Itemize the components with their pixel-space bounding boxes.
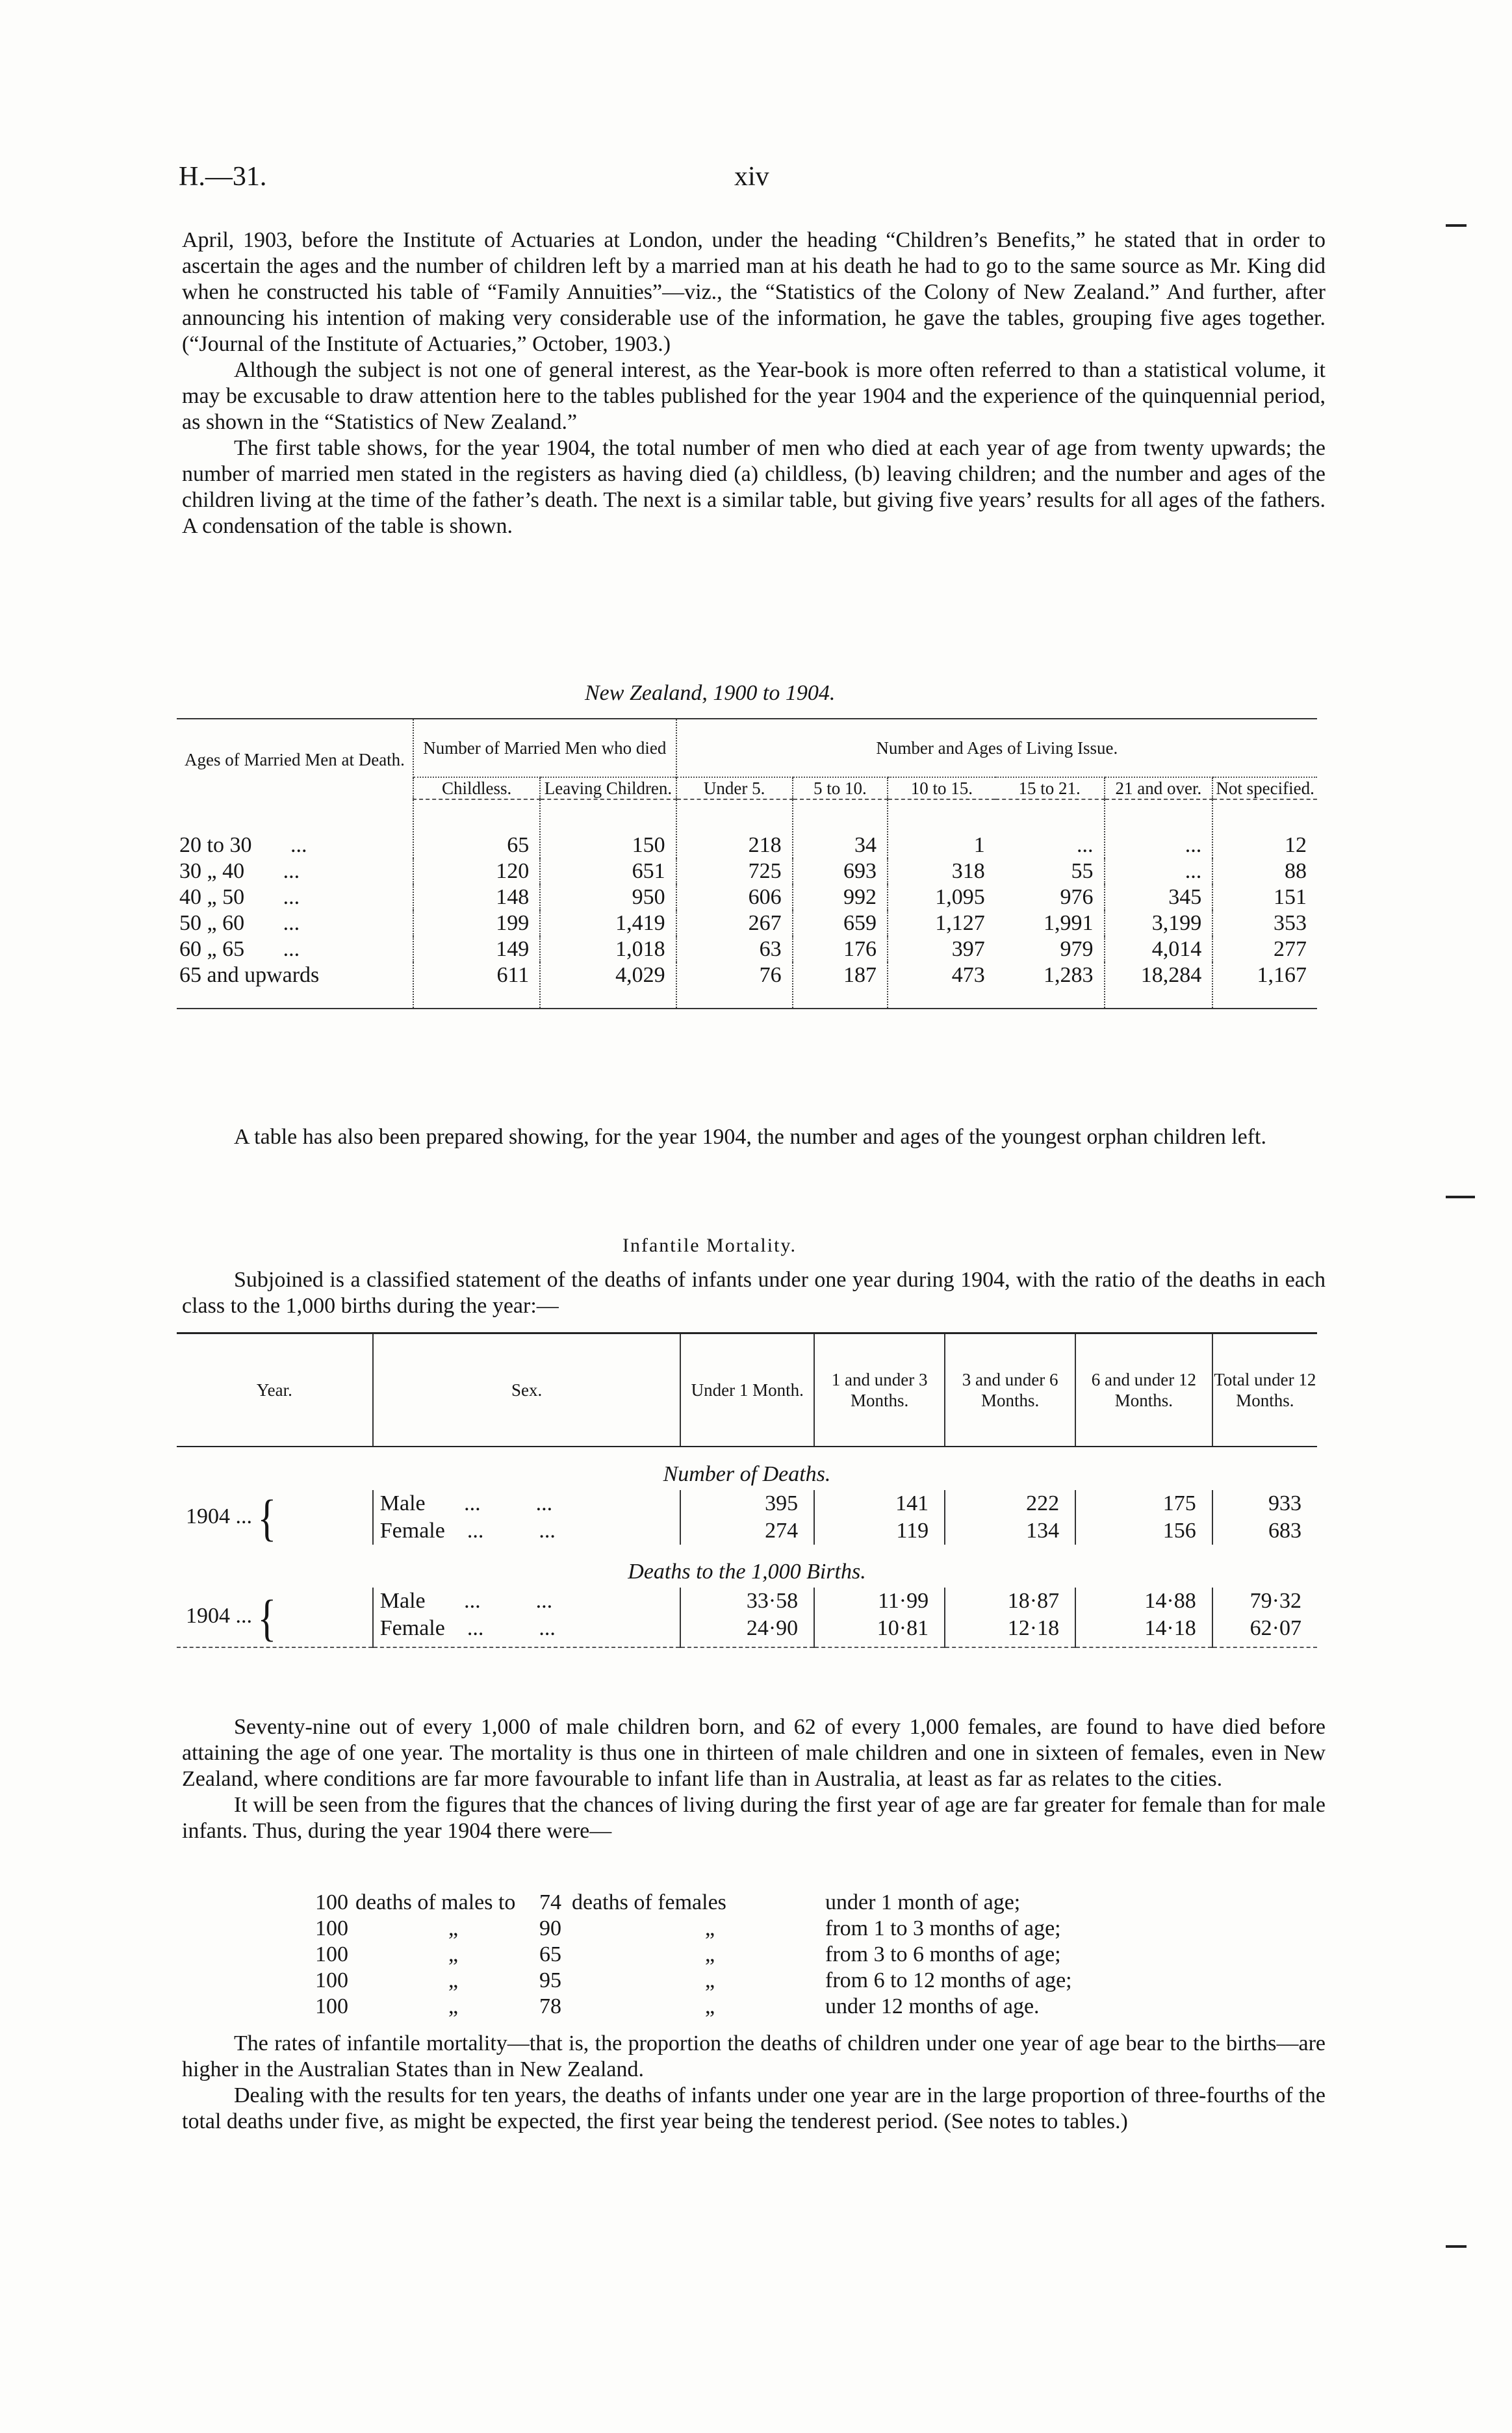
value-cell: 1,419 — [540, 910, 676, 936]
col-header: Sex. — [373, 1333, 681, 1447]
period-text: from 6 to 12 months of age; — [825, 1968, 1072, 1992]
value-cell: 62·07 — [1212, 1615, 1317, 1647]
table-row — [177, 910, 1317, 936]
value-cell: 992 — [793, 884, 888, 910]
value-cell: 141 — [814, 1490, 945, 1517]
ditto-mark: „ — [448, 1994, 459, 2018]
group-married-header: Number of Married Men who died — [413, 719, 676, 777]
age-cell: 20 to 30 ... — [179, 832, 307, 857]
value-cell: 12 — [1212, 799, 1317, 858]
males-value: 100 — [315, 1890, 348, 1914]
value-cell: 34 — [793, 799, 888, 858]
value-cell: 156 — [1075, 1517, 1212, 1545]
value-cell: 277 — [1212, 936, 1317, 962]
paragraph: The rates of infantile mortality—that is, the proportion the deaths of children under one year of age bear to the births—are higher in the Australian States than in New Zealand. — [182, 2031, 1326, 2081]
age-cell: 30 „ 40 ... — [179, 859, 300, 883]
value-cell: 218 — [676, 799, 793, 858]
col-header: 5 to 10. — [793, 777, 888, 799]
section-caption: Number of Deaths. — [663, 1462, 831, 1486]
paragraph: Dealing with the results for ten years, the deaths of infants under one year are in the large proportion of three-fourths of the total deaths under five, as might be expected, the first year being the tenderest period. (See notes to tables.) — [182, 2083, 1326, 2133]
married-men-issue-table — [177, 718, 1317, 1009]
value-cell: 979 — [1060, 937, 1094, 961]
section-caption: Deaths to the 1,000 Births. — [628, 1560, 866, 1584]
females-value: 95 — [539, 1968, 561, 1992]
value-cell: ... — [1105, 858, 1213, 884]
females-value: 74 — [539, 1890, 561, 1914]
value-cell: 651 — [540, 858, 676, 884]
value-cell: 606 — [676, 884, 793, 910]
document-code: H.—31. — [179, 162, 267, 192]
value-cell: 18·87 — [945, 1588, 1075, 1615]
value-cell: 10·81 — [814, 1615, 945, 1647]
intro-text — [182, 227, 1326, 539]
value-cell: 14·18 — [1075, 1615, 1212, 1647]
value-cell: 63 — [676, 936, 793, 962]
value-cell: 134 — [945, 1517, 1075, 1545]
period-text: under 1 month of age; — [825, 1890, 1021, 1914]
value-cell: 976 — [1060, 885, 1094, 909]
margin-mark — [1446, 2245, 1467, 2248]
page-number: xiv — [734, 162, 769, 192]
section-caption-row — [177, 1545, 1317, 1588]
sex-cell: Male ... ... — [373, 1588, 681, 1615]
table-row — [177, 1490, 1317, 1517]
value-cell: 267 — [676, 910, 793, 936]
col-header: 15 to 21. — [995, 777, 1105, 799]
value-cell: 11·99 — [814, 1588, 945, 1615]
age-cell: 50 „ 60 ... — [179, 911, 300, 935]
value-cell: 76 — [676, 962, 793, 1009]
closing-text — [182, 2031, 1326, 2135]
col-header: Under 1 Month. — [680, 1333, 814, 1447]
ditto-mark: „ — [705, 1942, 715, 1966]
value-cell: 176 — [793, 936, 888, 962]
females-value: 65 — [539, 1942, 561, 1966]
paragraph: Although the subject is not one of general interest, as the Year-book is more often referred to than a statistical volume, it may be excusable to draw attention here to the tables published for the year 1904 and the experience of the quinquennial period, as shown in the “Statistics of New Zealand.” — [182, 358, 1326, 434]
value-cell: 88 — [1212, 858, 1317, 884]
infantile-intro — [182, 1267, 1326, 1319]
value-cell: 14·88 — [1075, 1588, 1212, 1615]
paragraph: Seventy-nine out of every 1,000 of male children born, and 62 of every 1,000 females, are found to have died before attaining the age of one year. The mortality is thus one in thirteen of male children and one in sixteen of females, even in New Zealand, where conditions are far more favourable to infant life than in Australia, at least as far as relates to the cities. — [182, 1715, 1326, 1791]
value-cell: 148 — [413, 884, 540, 910]
value-cell: 149 — [413, 936, 540, 962]
value-cell: 4,014 — [1105, 936, 1213, 962]
col-header: 10 to 15. — [888, 777, 995, 799]
age-cell: 65 and upwards — [177, 962, 413, 1009]
year-cell: 1904 ... { — [186, 1490, 277, 1546]
col-header: 6 and under 12 Months. — [1075, 1333, 1212, 1447]
paragraph: A table has also been prepared showing, for the year 1904, the number and ages of the youngest orphan children left. — [234, 1125, 1267, 1149]
ditto-mark: „ — [705, 1916, 715, 1940]
value-cell: ... — [1077, 833, 1094, 857]
value-cell: 222 — [945, 1490, 1075, 1517]
table-caption: New Zealand, 1900 to 1904. — [585, 681, 836, 705]
value-cell: 1,991 — [1044, 911, 1094, 935]
col-header: 21 and over. — [1105, 777, 1213, 799]
ditto-mark: „ — [448, 1942, 459, 1966]
value-cell: 18,284 — [1105, 962, 1213, 1009]
females-value: 78 — [539, 1994, 561, 2018]
ratio-text: deaths of females — [572, 1890, 726, 1914]
males-value: 100 — [315, 1942, 348, 1966]
col-header: Total under 12 Months. — [1212, 1333, 1317, 1447]
value-cell: 473 — [888, 962, 995, 1009]
sex-cell: Female ... ... — [373, 1615, 681, 1647]
value-cell: 345 — [1105, 884, 1213, 910]
value-cell: 659 — [793, 910, 888, 936]
sex-cell: Female ... ... — [373, 1517, 681, 1545]
col-header: Childless. — [413, 777, 540, 799]
males-value: 100 — [315, 1968, 348, 1992]
value-cell: 12·18 — [945, 1615, 1075, 1647]
value-cell: 150 — [540, 799, 676, 858]
value-cell: 933 — [1212, 1490, 1317, 1517]
value-cell: 1,283 — [995, 962, 1105, 1009]
paragraph: April, 1903, before the Institute of Actuaries at London, under the heading “Children’s Benefits,” he stated that in order to ascertain the ages and the number of children left by a married man at his death he had to go to the same source as Mr. King did when he constructed his table of “Family Annuities”—viz., the “Statistics of the Colony of New Zealand.” And further, after announcing his intention of making very considerable use of the information, he gave the tables, grouping five ages together. (“Journal of the Institute of Actuaries,” October, 1903.) — [182, 228, 1326, 356]
value-cell: 395 — [680, 1490, 814, 1517]
value-cell: 397 — [888, 936, 995, 962]
group-issue-header: Number and Ages of Living Issue. — [676, 719, 1317, 777]
col-header: Under 5. — [676, 777, 793, 799]
orphan-note — [182, 1124, 1326, 1150]
ditto-mark: „ — [448, 1968, 459, 1992]
females-value: 90 — [539, 1916, 561, 1940]
paragraph: It will be seen from the figures that the chances of living during the first year of age are far greater for female than for male infants. Thus, during the year 1904 there were— — [182, 1793, 1326, 1843]
sex-cell: Male ... ... — [373, 1490, 681, 1517]
paragraph: The first table shows, for the year 1904, the total number of men who died at each year of age from twenty upwards; the number of married men stated in the registers as having died (a) childless, (b) leaving children; and the number and ages of the children living at the time of the father’s death. The next is a similar table, but giving five years’ results for all ages of the fathers. A condensation of the table is shown. — [182, 436, 1326, 538]
col-header: 1 and under 3 Months. — [814, 1333, 945, 1447]
age-cell: 60 „ 65 ... — [179, 937, 300, 961]
table-row — [177, 936, 1317, 962]
col-header: 3 and under 6 Months. — [945, 1333, 1075, 1447]
value-cell: ... — [1105, 799, 1213, 858]
value-cell: 4,029 — [540, 962, 676, 1009]
value-cell: 1,167 — [1212, 962, 1317, 1009]
value-cell: 611 — [413, 962, 540, 1009]
period-text: from 3 to 6 months of age; — [825, 1942, 1061, 1966]
col-header: Year. — [177, 1333, 373, 1447]
value-cell: 274 — [680, 1517, 814, 1545]
margin-mark — [1446, 224, 1467, 227]
value-cell: 24·90 — [680, 1615, 814, 1647]
year-cell: 1904 ... { — [177, 1588, 373, 1647]
value-cell: 1,018 — [540, 936, 676, 962]
col-header: Leaving Children. — [540, 777, 676, 799]
value-cell: 725 — [676, 858, 793, 884]
value-cell: 353 — [1212, 910, 1317, 936]
ditto-mark: „ — [705, 1968, 715, 1992]
section-caption-row — [177, 1447, 1317, 1490]
value-cell: 3,199 — [1105, 910, 1213, 936]
ratio-text: deaths of males to — [355, 1890, 516, 1914]
value-cell: 120 — [413, 858, 540, 884]
value-cell: 175 — [1075, 1490, 1212, 1517]
value-cell: 1,127 — [888, 910, 995, 936]
table-row — [177, 962, 1317, 1009]
value-cell: 79·32 — [1212, 1588, 1317, 1615]
value-cell: 1,095 — [888, 884, 995, 910]
value-cell: 693 — [793, 858, 888, 884]
conclusion-text — [182, 1714, 1326, 1844]
col-age-header: Ages of Married Men at Death. — [177, 719, 413, 799]
value-cell: 950 — [540, 884, 676, 910]
value-cell: 187 — [793, 962, 888, 1009]
value-cell: 151 — [1212, 884, 1317, 910]
value-cell: 683 — [1212, 1517, 1317, 1545]
table-row — [177, 858, 1317, 884]
period-text: under 12 months of age. — [825, 1994, 1040, 2018]
value-cell: 199 — [413, 910, 540, 936]
infant-deaths-table — [177, 1332, 1317, 1648]
males-value: 100 — [315, 1916, 348, 1940]
col-header: Not specified. — [1212, 777, 1317, 799]
age-cell: 40 „ 50 ... — [179, 885, 300, 909]
table-row — [177, 884, 1317, 910]
value-cell: 33·58 — [680, 1588, 814, 1615]
value-cell: 65 — [413, 799, 540, 858]
paragraph: Subjoined is a classified statement of the deaths of infants under one year during 1904, with the ratio of the deaths in each class to the 1,000 births during the year:— — [182, 1268, 1326, 1318]
value-cell: 119 — [814, 1517, 945, 1545]
table-row — [177, 1588, 1317, 1615]
brace-icon: { — [257, 1490, 277, 1546]
ditto-mark: „ — [705, 1994, 715, 2018]
males-value: 100 — [315, 1994, 348, 2018]
margin-mark — [1446, 1196, 1475, 1198]
period-text: from 1 to 3 months of age; — [825, 1916, 1061, 1940]
value-cell: 318 — [888, 858, 995, 884]
table-row — [177, 799, 1317, 858]
brace-icon: { — [257, 1590, 277, 1646]
section-heading: Infantile Mortality. — [622, 1235, 797, 1256]
value-cell: 55 — [1071, 859, 1094, 883]
value-cell: 1 — [888, 799, 995, 858]
ditto-mark: „ — [448, 1916, 459, 1940]
